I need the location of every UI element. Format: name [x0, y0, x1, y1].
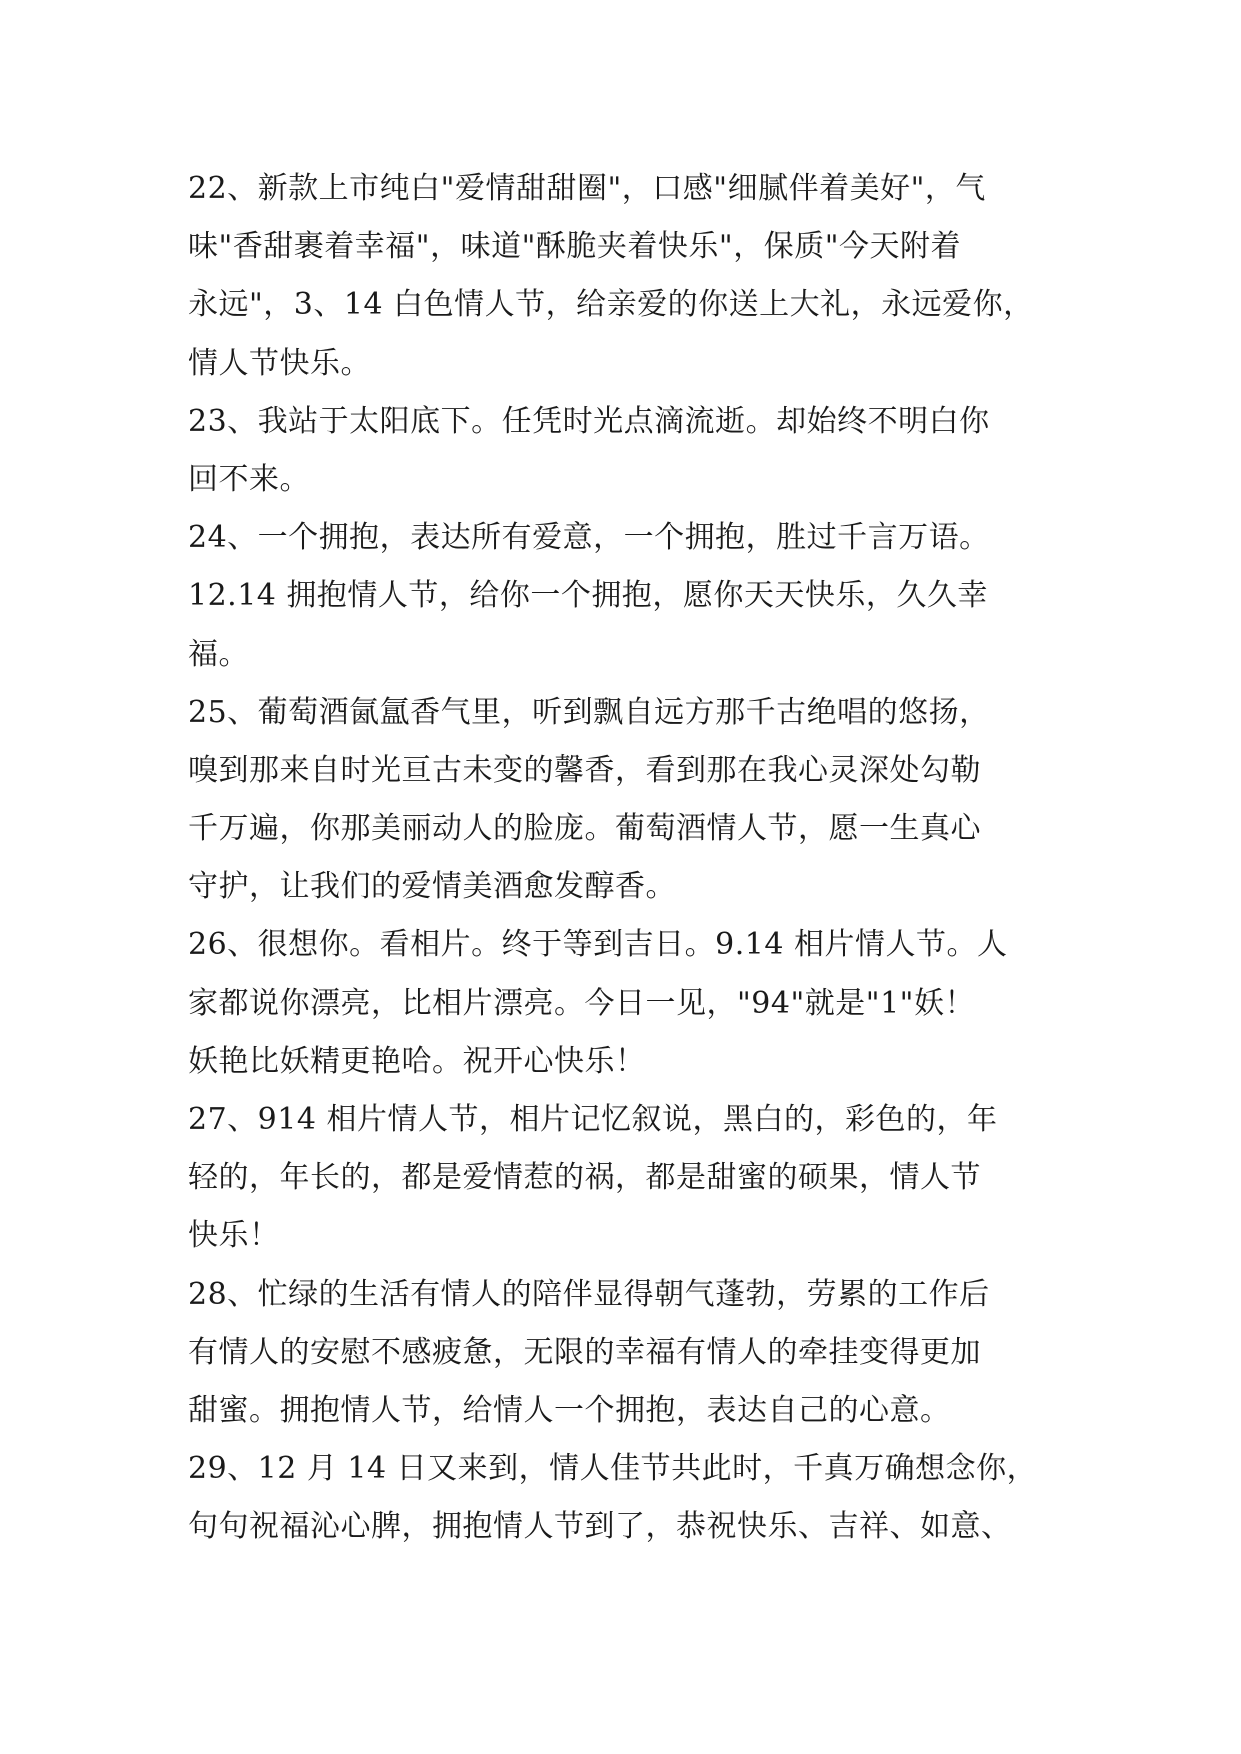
text-line: 守护，让我们的爱情美酒愈发醇香。: [188, 869, 676, 905]
text-line: 24、一个拥抱，表达所有爱意，一个拥抱，胜过千言万语。: [188, 520, 990, 556]
text-line: 千万遍，你那美丽动人的脸庞。葡萄酒情人节，愿一生真心: [188, 811, 981, 847]
text-line: 妖艳比妖精更艳哈。祝开心快乐！: [188, 1043, 646, 1079]
document-body-text: [188, 160, 1068, 1557]
text-line: 快乐！: [188, 1218, 280, 1254]
text-line: 22、新款上市纯白"爱情甜甜圈"，口感"细腻伴着美好"，气: [188, 171, 986, 206]
text-line: 回不来。: [188, 461, 310, 497]
text-line: 23、我站于太阳底下。任凭时光点滴流逝。却始终不明白你: [188, 403, 990, 439]
text-line: 句句祝福沁心脾，拥抱情人节到了，恭祝快乐、吉祥、如意、: [188, 1509, 1012, 1545]
text-line: 25、葡萄酒氤氲香气里，听到飘自远方那千古绝唱的悠扬，: [188, 694, 990, 730]
text-line: 12.14 拥抱情人节，给你一个拥抱，愿你天天快乐，久久幸: [188, 578, 988, 614]
text-line: 家都说你漂亮，比相片漂亮。今日一见，"94"就是"1"妖！: [188, 985, 975, 1021]
text-line: 轻的，年长的，都是爱情惹的祸，都是甜蜜的硕果，情人节: [188, 1160, 981, 1196]
text-line: 永远"，3、14 白色情人节，给亲爱的你送上大礼，永远爱你，: [188, 287, 1034, 323]
text-line: 味"香甜裹着幸福"，味道"酥脆夹着快乐"，保质"今天附着: [188, 229, 961, 265]
text-line: 嗅到那来自时光亘古未变的馨香，看到那在我心灵深处勾勒: [188, 752, 981, 788]
text-line: 有情人的安慰不感疲惫，无限的幸福有情人的牵挂变得更加: [188, 1334, 981, 1370]
text-line: 情人节快乐。: [188, 345, 371, 381]
text-line: 26、很想你。看相片。终于等到吉日。9.14 相片情人节。人: [188, 927, 1008, 963]
text-line: 27、914 相片情人节，相片记忆叙说，黑白的，彩色的，年: [188, 1102, 998, 1137]
text-line: 甜蜜。拥抱情人节，给情人一个拥抱，表达自己的心意。: [188, 1392, 951, 1428]
text-line: 28、忙绿的生活有情人的陪伴显得朝气蓬勃，劳累的工作后: [188, 1276, 990, 1312]
text-line: 29、12 月 14 日又来到，情人佳节共此时，千真万确想念你，: [188, 1451, 1038, 1487]
text-line: 福。: [188, 636, 249, 672]
